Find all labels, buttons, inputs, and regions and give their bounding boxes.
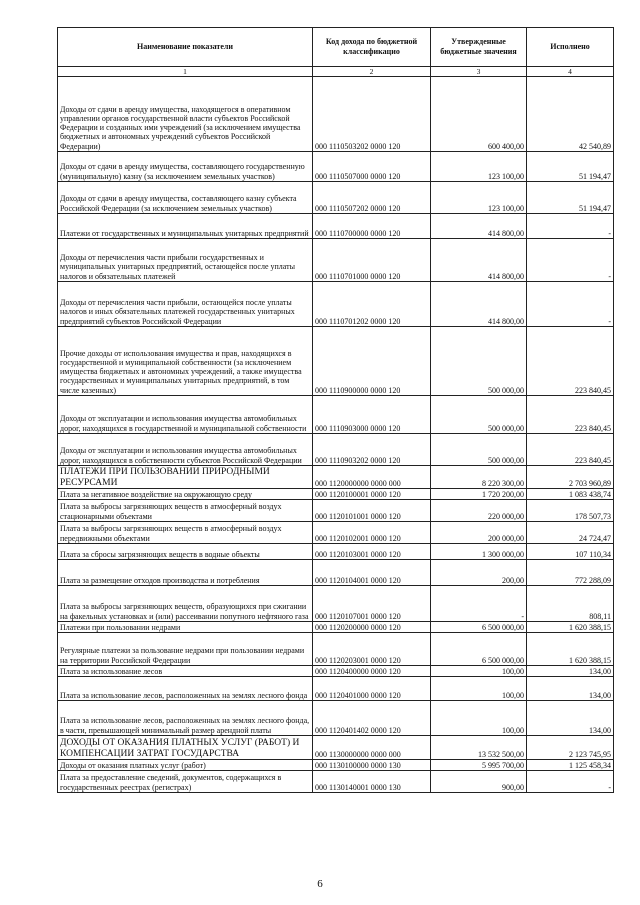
row-executed: 1 620 388,15 xyxy=(527,622,614,633)
header-executed: Исполнено xyxy=(527,28,614,67)
row-executed: - xyxy=(527,771,614,793)
row-executed: 51 194,47 xyxy=(527,152,614,182)
row-name: Плата за предоставление сведений, документов, содержащихся в государственных реестрах (регистрах) xyxy=(58,771,313,793)
table-row xyxy=(58,282,614,327)
row-approved: 100,00 xyxy=(431,701,527,736)
header-code: Код дохода по бюджетной классификацио xyxy=(313,28,431,67)
row-name: Доходы от эксплуатации и использования имущества автомобильных дорог, находящихся в собственности субъектов Российской Федерации xyxy=(58,434,313,466)
table-row xyxy=(58,396,614,434)
table-row xyxy=(58,214,614,239)
row-name: Доходы от оказания платных услуг (работ) xyxy=(58,760,313,771)
header-approved: Утвержденные бюджетные значения xyxy=(431,28,527,67)
row-executed: 1 620 388,15 xyxy=(527,633,614,666)
row-name: Доходы от сдачи в аренду имущества, составляющего казну субъекта Российской Федерации (за исключением земельных участков) xyxy=(58,182,313,214)
table-row xyxy=(58,544,614,560)
row-executed: 107 110,34 xyxy=(527,544,614,560)
row-code: 000 1120000000 0000 000 xyxy=(313,466,431,489)
row-executed: - xyxy=(527,214,614,239)
row-code: 000 1110903000 0000 120 xyxy=(313,396,431,434)
row-executed: 134,00 xyxy=(527,677,614,701)
row-executed: 808,11 xyxy=(527,586,614,622)
row-name: Плата за использование лесов, расположенных на землях лесного фонда, в части, превышающей минимальный размер арендной платы xyxy=(58,701,313,736)
row-name: Прочие доходы от использования имущества и прав, находящихся в государственной и муниципальной собственности (за исключением имущества бюджетных и автономных учреждений, а также имущества государственных и муниципальных унитарных предприятий, в том числе казенных) xyxy=(58,327,313,396)
row-approved: 100,00 xyxy=(431,677,527,701)
budget-table xyxy=(57,27,614,793)
row-approved: 6 500 000,00 xyxy=(431,633,527,666)
table-row xyxy=(58,327,614,396)
row-approved: 414 800,00 xyxy=(431,239,527,282)
row-approved: 414 800,00 xyxy=(431,214,527,239)
row-name: Платежи от государственных и муниципальных унитарных предприятий xyxy=(58,214,313,239)
row-code: 000 1120400000 0000 120 xyxy=(313,666,431,677)
row-approved: 220 000,00 xyxy=(431,500,527,522)
table-row xyxy=(58,677,614,701)
row-approved: 13 532 500,00 xyxy=(431,736,527,760)
row-approved: 1 300 000,00 xyxy=(431,544,527,560)
row-approved: 100,00 xyxy=(431,666,527,677)
row-executed: 134,00 xyxy=(527,701,614,736)
table-row xyxy=(58,500,614,522)
row-name: Плата за выбросы загрязняющих веществ в атмосферный воздух стационарными объектами xyxy=(58,500,313,522)
row-name: ДОХОДЫ ОТ ОКАЗАНИЯ ПЛАТНЫХ УСЛУГ (РАБОТ) И КОМПЕНСАЦИИ ЗАТРАТ ГОСУДАРСТВА xyxy=(58,736,313,760)
column-number: 2 xyxy=(313,67,431,77)
table-row xyxy=(58,522,614,544)
table-row xyxy=(58,633,614,666)
row-name: ПЛАТЕЖИ ПРИ ПОЛЬЗОВАНИИ ПРИРОДНЫМИ РЕСУРСАМИ xyxy=(58,466,313,489)
row-code: 000 1130140001 0000 130 xyxy=(313,771,431,793)
table-row xyxy=(58,771,614,793)
row-name: Регулярные платежи за пользование недрами при пользовании недрами на территории Российской Федерации xyxy=(58,633,313,666)
row-approved: 500 000,00 xyxy=(431,434,527,466)
row-code: 000 1110701202 0000 120 xyxy=(313,282,431,327)
row-code: 000 1120102001 0000 120 xyxy=(313,522,431,544)
table-body xyxy=(58,77,614,793)
row-code: 000 1110507000 0000 120 xyxy=(313,152,431,182)
page-number: 6 xyxy=(317,878,323,890)
row-executed: 223 840,45 xyxy=(527,396,614,434)
column-number-row xyxy=(58,67,614,77)
row-code: 000 1120103001 0000 120 xyxy=(313,544,431,560)
row-approved: 500 000,00 xyxy=(431,327,527,396)
row-executed: 24 724,47 xyxy=(527,522,614,544)
table-row xyxy=(58,152,614,182)
row-approved: - xyxy=(431,586,527,622)
table-row xyxy=(58,736,614,760)
row-approved: 6 500 000,00 xyxy=(431,622,527,633)
row-code: 000 1120401402 0000 120 xyxy=(313,701,431,736)
row-executed: 178 507,73 xyxy=(527,500,614,522)
row-executed: 1 083 438,74 xyxy=(527,489,614,500)
header-name: Наименование показатели xyxy=(58,28,313,67)
table-row xyxy=(58,434,614,466)
row-approved: 1 720 200,00 xyxy=(431,489,527,500)
row-approved: 500 000,00 xyxy=(431,396,527,434)
row-name: Доходы от перечисления части прибыли, остающейся после уплаты налогов и иных обязательных платежей государственных унитарных предприятий субъектов Российской Федерации xyxy=(58,282,313,327)
row-code: 000 1120101001 0000 120 xyxy=(313,500,431,522)
row-executed: 223 840,45 xyxy=(527,434,614,466)
table-header-row xyxy=(58,28,614,67)
row-code: 000 1120200000 0000 120 xyxy=(313,622,431,633)
row-code: 000 1130000000 0000 000 xyxy=(313,736,431,760)
row-code: 000 1110507202 0000 120 xyxy=(313,182,431,214)
table-row xyxy=(58,622,614,633)
column-number: 1 xyxy=(58,67,313,77)
table-row xyxy=(58,239,614,282)
row-code: 000 1110701000 0000 120 xyxy=(313,239,431,282)
table-row xyxy=(58,760,614,771)
row-approved: 414 800,00 xyxy=(431,282,527,327)
row-name: Плата за использование лесов xyxy=(58,666,313,677)
row-name: Плата за сбросы загрязняющих веществ в водные объекты xyxy=(58,544,313,560)
row-executed: 134,00 xyxy=(527,666,614,677)
row-executed: 2 123 745,95 xyxy=(527,736,614,760)
table-row xyxy=(58,182,614,214)
column-number: 3 xyxy=(431,67,527,77)
row-approved: 123 100,00 xyxy=(431,182,527,214)
row-approved: 200 000,00 xyxy=(431,522,527,544)
row-code: 000 1110503202 0000 120 xyxy=(313,77,431,152)
table-row xyxy=(58,489,614,500)
row-approved: 123 100,00 xyxy=(431,152,527,182)
table-row xyxy=(58,560,614,586)
row-executed: 42 540,89 xyxy=(527,77,614,152)
row-name: Плата за выбросы загрязняющих веществ в атмосферный воздух передвижными объектами xyxy=(58,522,313,544)
row-code: 000 1120104001 0000 120 xyxy=(313,560,431,586)
row-approved: 900,00 xyxy=(431,771,527,793)
row-code: 000 1120203001 0000 120 xyxy=(313,633,431,666)
table-row xyxy=(58,466,614,489)
table-row xyxy=(58,666,614,677)
row-name: Доходы от эксплуатации и использования имущества автомобильных дорог, находящихся в государственной и муниципальной собственности xyxy=(58,396,313,434)
row-executed: 51 194,47 xyxy=(527,182,614,214)
row-executed: 772 288,09 xyxy=(527,560,614,586)
row-executed: - xyxy=(527,239,614,282)
row-executed: 2 703 960,89 xyxy=(527,466,614,489)
row-name: Доходы от сдачи в аренду имущества, находящегося в оперативном управлении органов государственной власти субъектов Российской Федерации и созданных ими учреждений (за исключением имущества бюджетных и автономных учреждений субъектов Российской Федерации) xyxy=(58,77,313,152)
row-executed: 223 840,45 xyxy=(527,327,614,396)
row-approved: 600 400,00 xyxy=(431,77,527,152)
row-approved: 8 220 300,00 xyxy=(431,466,527,489)
row-code: 000 1130100000 0000 130 xyxy=(313,760,431,771)
row-code: 000 1120100001 0000 120 xyxy=(313,489,431,500)
row-code: 000 1120107001 0000 120 xyxy=(313,586,431,622)
row-approved: 5 995 700,00 xyxy=(431,760,527,771)
column-number: 4 xyxy=(527,67,614,77)
row-executed: - xyxy=(527,282,614,327)
row-name: Доходы от сдачи в аренду имущества, составляющего государственную (муниципальную) казну (за исключением земельных участков) xyxy=(58,152,313,182)
row-name: Плата за выбросы загрязняющих веществ, образующихся при сжигании на факельных установках и (или) рассеивании попутного нефтяного газа xyxy=(58,586,313,622)
row-executed: 1 125 458,34 xyxy=(527,760,614,771)
table-row xyxy=(58,77,614,152)
row-name: Платежи при пользовании недрами xyxy=(58,622,313,633)
row-code: 000 1110700000 0000 120 xyxy=(313,214,431,239)
row-code: 000 1120401000 0000 120 xyxy=(313,677,431,701)
row-name: Плата за негативное воздействие на окружающую среду xyxy=(58,489,313,500)
row-approved: 200,00 xyxy=(431,560,527,586)
row-code: 000 1110903202 0000 120 xyxy=(313,434,431,466)
table-row xyxy=(58,586,614,622)
row-name: Доходы от перечисления части прибыли государственных и муниципальных унитарных предприятий, остающейся после уплаты налогов и обязательных платежей xyxy=(58,239,313,282)
table-row xyxy=(58,701,614,736)
row-code: 000 1110900000 0000 120 xyxy=(313,327,431,396)
row-name: Плата за размещение отходов производства и потребления xyxy=(58,560,313,586)
row-name: Плата за использование лесов, расположенных на землях лесного фонда xyxy=(58,677,313,701)
